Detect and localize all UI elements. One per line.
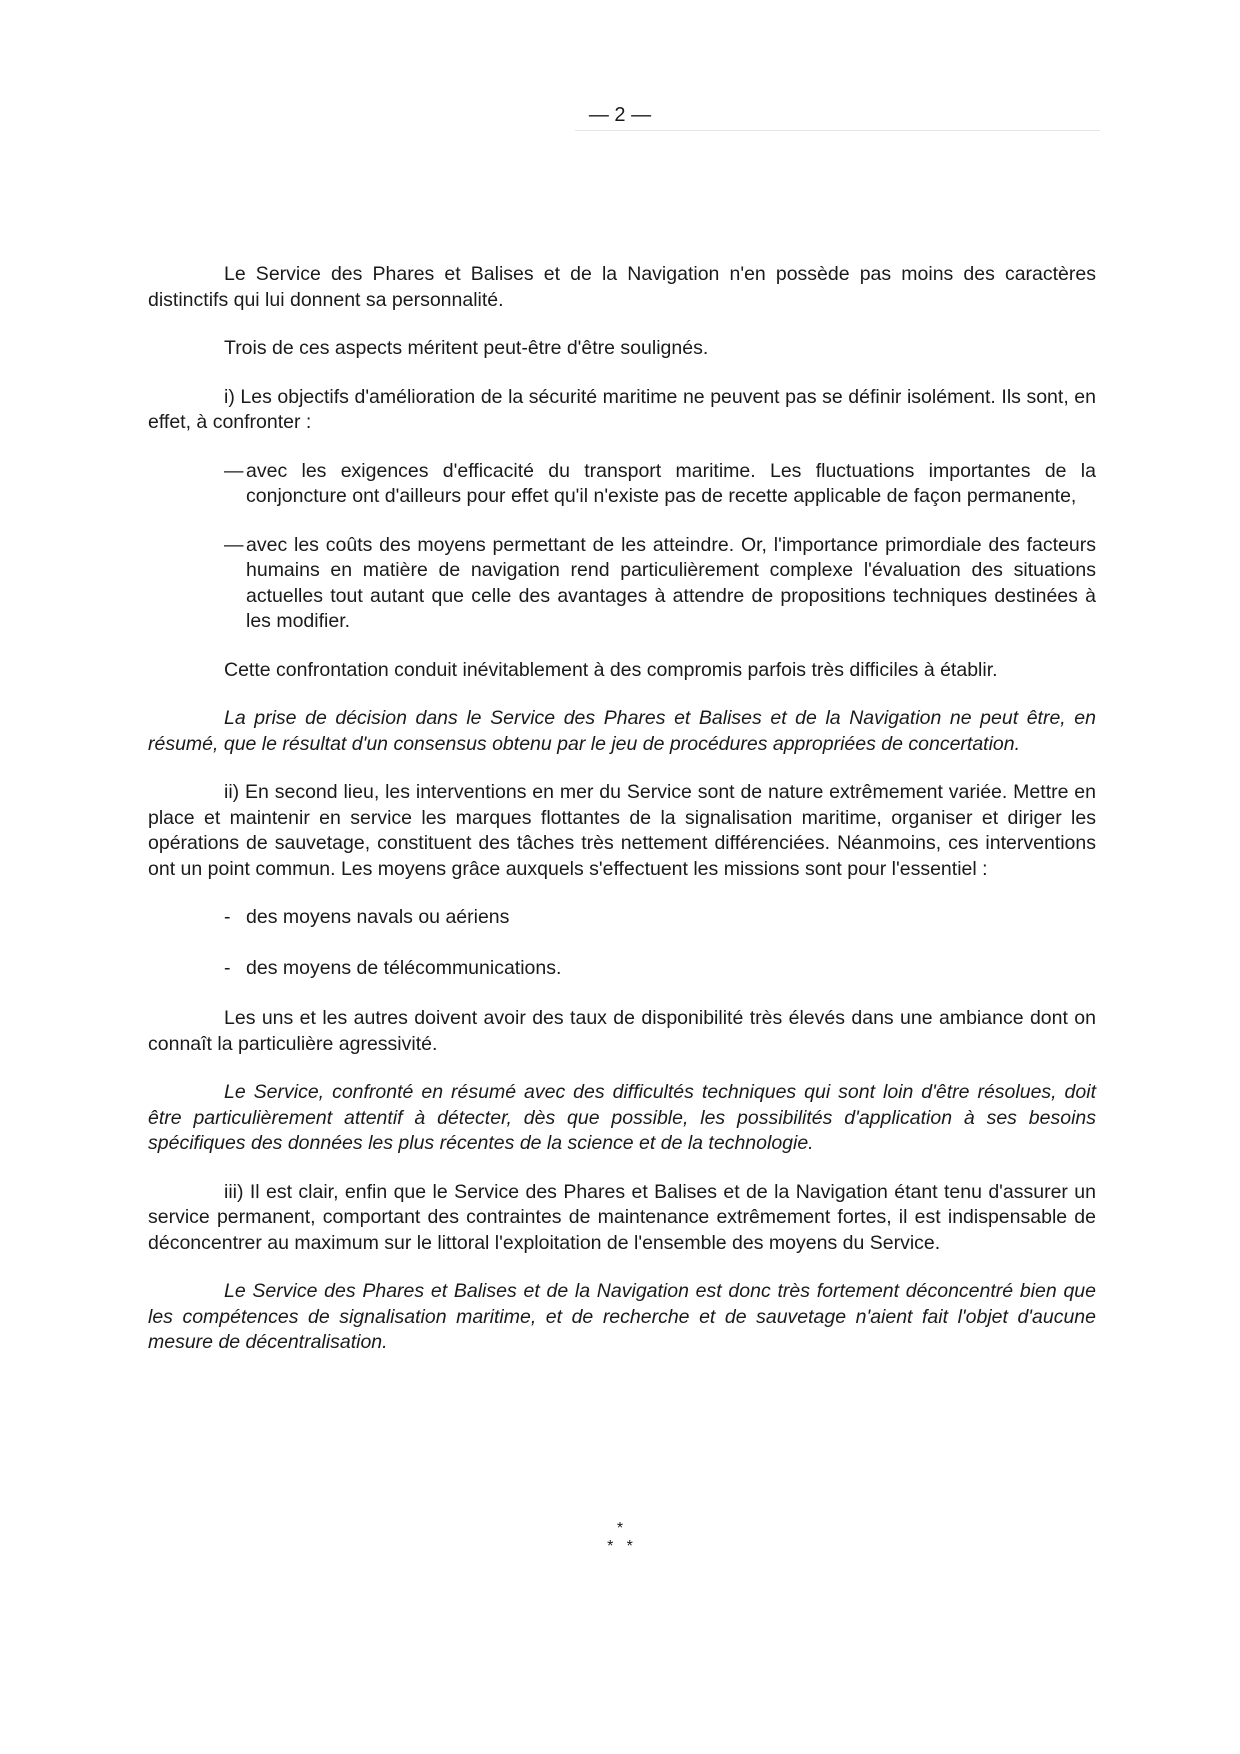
- list-item-telecom: [148, 956, 1096, 982]
- paragraph-three-aspects: Trois de ces aspects méritent peut-être d'être soulignés.: [224, 337, 709, 359]
- page-number: — 2 —: [588, 104, 652, 126]
- paragraph-intro: Le Service des Phares et Balises et de la Navigation n'en possède pas moins des caractères distinctifs qui lui donnent sa personnalité.: [148, 263, 1096, 311]
- paragraph-decision-summary: La prise de décision dans le Service des Phares et Balises et de la Navigation ne peut être, en résumé, que le résultat d'un consensus obtenu par le jeu de procédures appropriées de concertation.: [148, 707, 1096, 755]
- list-item-naval: [148, 905, 1096, 931]
- list-item-text: avec les exigences d'efficacité du transport maritime. Les fluctuations importantes de la conjoncture ont d'ailleurs pour effet qu'il n'existe pas de recette applicable de façon permanente,: [246, 459, 1096, 507]
- header-rule: [575, 130, 1100, 131]
- bullet-marker: -: [224, 906, 231, 928]
- dash-marker: —: [224, 533, 244, 556]
- paragraph-availability: Les uns et les autres doivent avoir des taux de disponibilité très élevés dans une ambiance dont on connaît la particulière agressivité.: [148, 1007, 1096, 1055]
- document-body: [148, 262, 1096, 1379]
- paragraph-permanent-service: iii) Il est clair, enfin que le Service des Phares et Balises et de la Navigation étant tenu d'assurer un service permanent, comportant des contraintes de maintenance extrêmement fortes, il est indispensable de déconcentrer au maximum sur le littoral l'exploitation de l'ensemble des moyens du Service.: [148, 1180, 1096, 1254]
- paragraph-technical-summary: Le Service, confronté en résumé avec des difficultés techniques qui sont loin d'être résolues, doit être particulièrement attentif à détecter, dès que possible, les possibilités d'application à ses besoins spécifiques des données les plus récentes de la science et de la technologie.: [148, 1081, 1096, 1154]
- dash-marker: —: [224, 459, 244, 482]
- list-item-costs: [148, 533, 1096, 635]
- paragraph-deconcentration-summary: Le Service des Phares et Balises et de la Navigation est donc très fortement déconcentré bien que les compétences de signalisation maritime, et de recherche et de sauvetage n'aient fait l'objet d'aucune mesure de décentralisation.: [148, 1280, 1096, 1353]
- list-item-text: des moyens navals ou aériens: [246, 906, 510, 928]
- paragraph-confrontation: Cette confrontation conduit inévitablement à des compromis parfois très difficiles à établir.: [224, 658, 998, 681]
- paragraph-objectives: i) Les objectifs d'amélioration de la sécurité maritime ne peuvent pas se définir isolément. Ils sont, en effet, à confronter :: [148, 385, 1096, 433]
- list-item-text: avec les coûts des moyens permettant de les atteindre. Or, l'importance primordiale des facteurs humains en matière de navigation rend particulièrement complexe l'évaluation des situations actuelles tout autant que celle des avantages à attendre de propositions techniques destinées à les modifier.: [246, 533, 1096, 632]
- list-item-text: des moyens de télécommunications.: [246, 956, 562, 979]
- paragraph-interventions: ii) En second lieu, les interventions en mer du Service sont de nature extrêmement variée. Mettre en place et maintenir en service les marques flottantes de la signalisation maritime, organiser et diriger les opérations de sauvetage, constituent des tâches très nettement différenciées. Néanmoins, ces interventions ont un point commun. Les moyens grâce auxquels s'effectuent les missions sont pour l'essentiel :: [148, 781, 1096, 880]
- bullet-marker: -: [224, 956, 231, 979]
- separator-star-top: *: [616, 1520, 624, 1537]
- list-item-efficiency: [148, 459, 1096, 510]
- separator-stars-bottom: * *: [607, 1538, 633, 1555]
- section-separator: [0, 1520, 1240, 1556]
